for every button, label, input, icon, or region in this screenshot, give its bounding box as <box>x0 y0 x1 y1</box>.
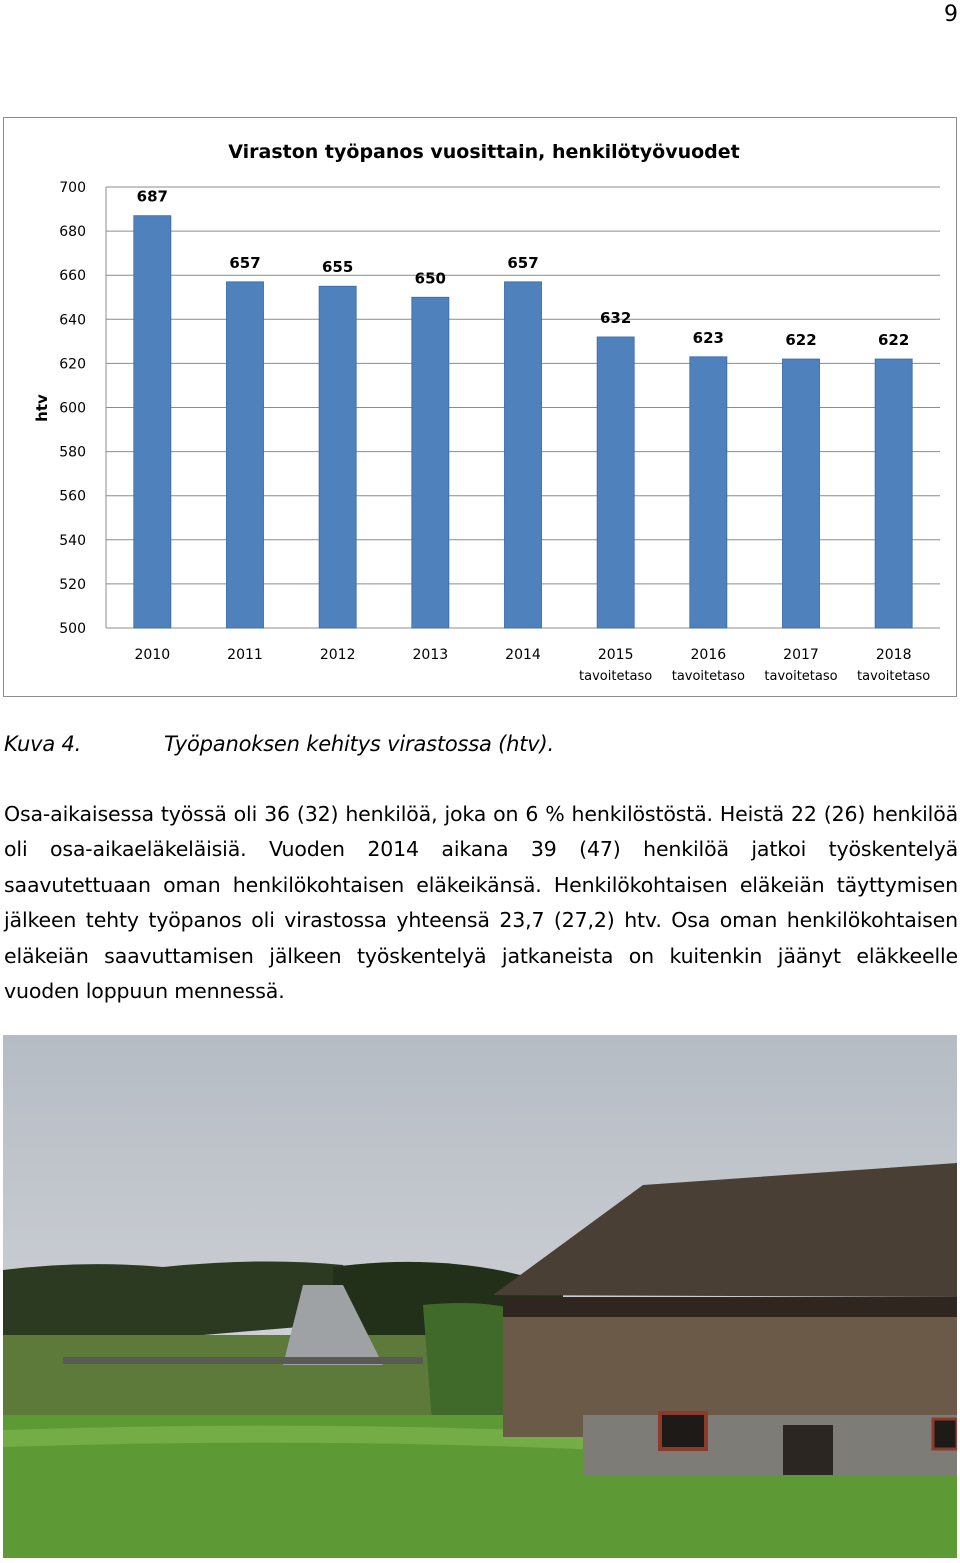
x-tick-label: 2013 <box>412 647 449 663</box>
page-number: 9 <box>944 2 958 27</box>
y-tick-label: 640 <box>59 312 86 329</box>
bar <box>319 286 356 628</box>
barn-door <box>783 1425 833 1475</box>
bar <box>782 359 819 628</box>
data-label: 622 <box>785 330 817 349</box>
y-tick-label: 620 <box>59 356 86 373</box>
caption-label: Kuva 4. <box>4 732 82 756</box>
data-label: 622 <box>878 330 910 349</box>
chart-canvas <box>4 118 958 698</box>
bar <box>597 337 634 628</box>
data-label: 655 <box>322 258 354 277</box>
x-tick-label: 2011 <box>227 647 263 663</box>
barn-eave <box>503 1297 957 1317</box>
chart-title: Viraston työpanos vuosittain, henkilötyövuodet <box>228 141 740 163</box>
figure-caption <box>4 732 554 756</box>
x-tick-label: 2016 <box>690 647 727 663</box>
data-label: 687 <box>136 187 168 206</box>
x-tick-label: 2018 <box>875 647 912 663</box>
y-tick-label: 520 <box>59 576 86 593</box>
y-tick-label: 540 <box>59 532 86 549</box>
data-label: 632 <box>600 308 632 327</box>
y-tick-label: 660 <box>59 268 86 285</box>
y-tick-label: 680 <box>59 224 86 241</box>
bar <box>875 359 912 628</box>
body-paragraph: Osa-aikaisessa työssä oli 36 (32) henkilöä, joka on 6 % henkilöstöstä. Heistä 22 (26) henkilöä oli osa-aikaeläkeläisiä. Vuoden 2014 aikana 39 (47) henkilöä jatkoi työskentelyä saavutettuaan oman henkilökohtaisen eläkeikänsä. Henkilökohtaisen eläkeiän täyttymisen jälkeen tehty työpanos oli virastossa yhteensä 23,7 (27,2) htv. Osa oman henkilökohtaisen eläkeiän saavuttamisen jälkeen työskentelyä jatkaneista on kuitenkin jäänyt eläkkeelle vuoden loppuun mennessä. <box>4 802 958 1004</box>
data-label: 623 <box>692 328 724 347</box>
y-axis-label: htv <box>33 394 51 422</box>
y-tick-label: 600 <box>59 400 86 417</box>
x-tick-label: 2017 <box>783 647 819 663</box>
y-tick-label: 700 <box>59 180 86 196</box>
x-tick-labels <box>135 647 931 684</box>
y-tick-label: 500 <box>59 621 86 637</box>
barn-window-right <box>933 1419 957 1449</box>
x-tick-label: 2015 <box>597 647 634 663</box>
bar <box>226 282 263 628</box>
x-tick-label: 2014 <box>505 647 541 663</box>
x-tick-label: 2010 <box>134 647 171 663</box>
y-tick-label: 560 <box>59 488 86 505</box>
chart-bars <box>134 216 912 628</box>
x-tick-sublabel: tavoitetaso <box>671 669 745 684</box>
y-tick-labels <box>59 180 86 637</box>
bar <box>504 282 541 628</box>
x-tick-sublabel: tavoitetaso <box>579 669 653 684</box>
barn-stone-base <box>583 1415 957 1475</box>
barn-window <box>660 1413 706 1449</box>
bridge <box>63 1357 423 1364</box>
x-tick-label: 2012 <box>319 647 356 663</box>
bar <box>412 297 449 628</box>
x-tick-sublabel: tavoitetaso <box>764 669 838 684</box>
bar <box>134 216 171 628</box>
bar <box>690 357 727 628</box>
x-tick-sublabel: tavoitetaso <box>857 669 931 684</box>
data-label: 657 <box>229 253 261 272</box>
bar-chart <box>3 117 957 697</box>
landscape-photo <box>3 1035 957 1558</box>
y-tick-label: 580 <box>59 444 86 461</box>
caption-text: Työpanoksen kehitys virastossa (htv). <box>164 732 554 756</box>
data-label: 650 <box>414 269 446 288</box>
landscape-photo-illustration <box>3 1035 957 1558</box>
data-label: 657 <box>507 253 539 272</box>
